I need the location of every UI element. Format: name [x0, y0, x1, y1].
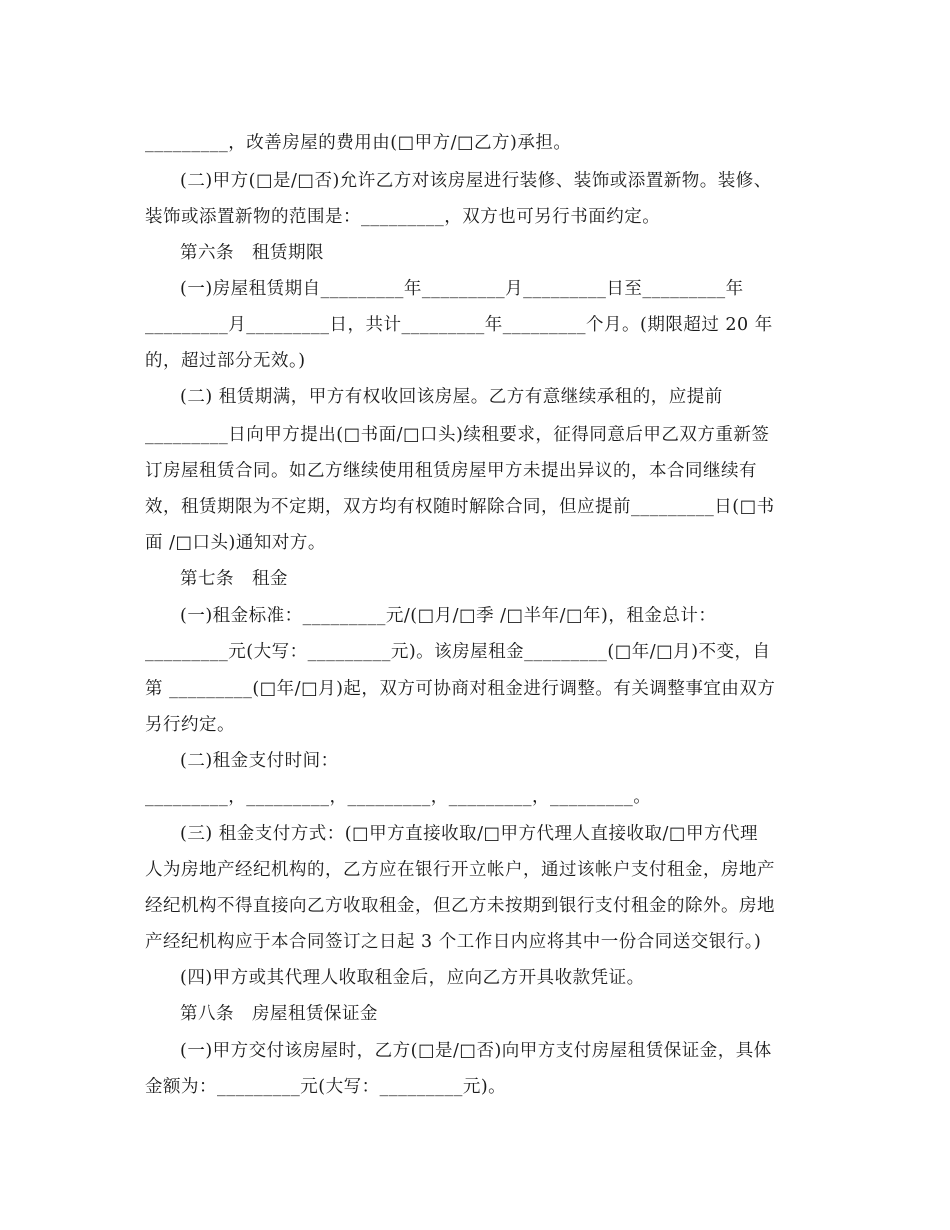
text-line: 另行约定。 [145, 715, 235, 735]
text-line: (一)房屋租赁期自_________年_________月_________日至_________年 [180, 279, 744, 299]
text-line: 效，租赁期限为不定期，双方均有权随时解除合同，但应提前_________日(□书 [145, 497, 775, 517]
text-line: (二) 租赁期满，甲方有权收回该房屋。乙方有意继续承租的，应提前 [180, 387, 723, 407]
text-line: (四)甲方或其代理人收取租金后，应向乙方开具收款凭证。 [180, 968, 645, 988]
text-line: 人为房地产经纪机构的，乙方应在银行开立帐户，通过该帐户支付租金，房地产 [145, 860, 775, 880]
section-heading: 第六条 租赁期限 [180, 243, 324, 263]
text-line: 的，超过部分无效。) [145, 351, 306, 371]
text-line: _________，_________，_________，_________，_________。 [145, 787, 652, 807]
text-line: _________月_________日，共计_________年_________个月。(期限超过 20 年 [145, 315, 773, 335]
section-heading: 第八条 房屋租赁保证金 [180, 1004, 378, 1024]
text-line: 面 /□口头)通知对方。 [145, 533, 326, 553]
text-line: 产经纪机构应于本合同签订之日起 3 个工作日内应将其中一份合同送交银行。) [145, 932, 762, 952]
text-line: (二)租金支付时间： [180, 751, 339, 771]
section-heading: 第七条 租金 [180, 569, 288, 589]
text-line: _________，改善房屋的费用由(□甲方/□乙方)承担。 [145, 133, 572, 153]
text-line: 金额为：_________元(大写：_________元)。 [145, 1077, 507, 1097]
text-line: 第 _________(□年/□月)起，双方可协商对租金进行调整。有关调整事宜由双方 [145, 679, 776, 699]
text-line: 订房屋租赁合同。如乙方继续使用租赁房屋甲方未提出异议的，本合同继续有 [145, 461, 757, 481]
text-line: (三) 租金支付方式：(□甲方直接收取/□甲方代理人直接收取/□甲方代理 [180, 824, 758, 844]
text-line: 装饰或添置新物的范围是：_________，双方也可另行书面约定。 [145, 207, 661, 227]
text-line: (一)甲方交付该房屋时，乙方(□是/□否)向甲方支付房屋租赁保证金，具体 [180, 1041, 772, 1061]
text-line: 经纪机构不得直接向乙方收取租金，但乙方未按期到银行支付租金的除外。房地 [145, 896, 775, 916]
text-line: (一)租金标准：_________元/(□月/□季 /□半年/□年)，租金总计： [180, 606, 717, 626]
text-line: _________日向甲方提出(□书面/□口头)续租要求，征得同意后甲乙双方重新签 [145, 425, 770, 445]
text-line: (二)甲方(□是/□否)允许乙方对该房屋进行装修、装饰或添置新物。装修、 [180, 171, 772, 191]
text-line: _________元(大写：_________元)。该房屋租金_________(□年/□月)不变，自 [145, 642, 771, 662]
